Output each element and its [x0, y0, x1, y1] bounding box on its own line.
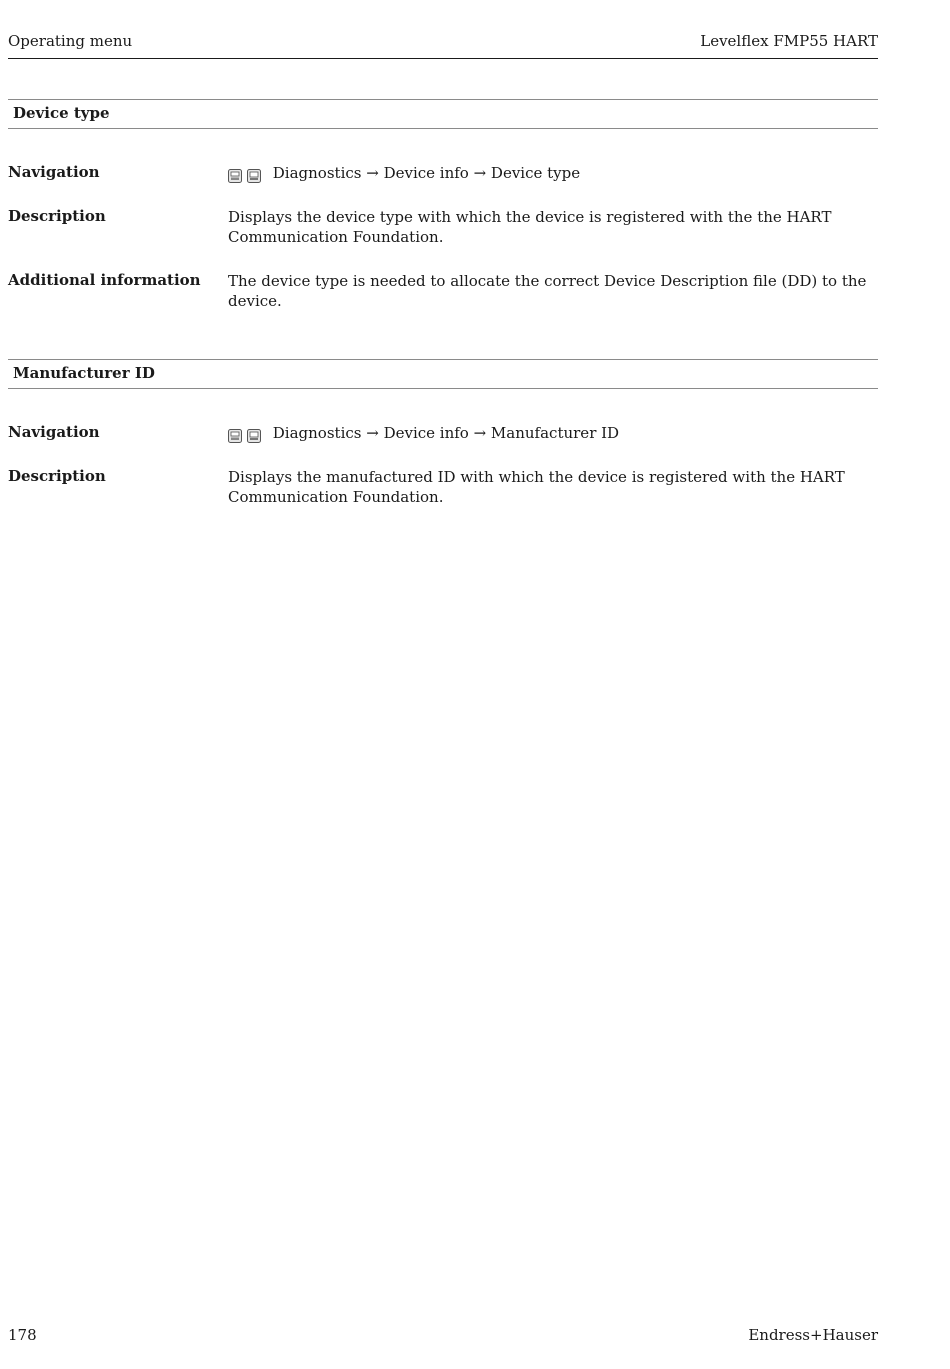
expert-operating-tool-icon	[228, 169, 242, 183]
navigation-icons	[228, 165, 261, 185]
page-header	[8, 31, 878, 59]
navigation-value	[228, 423, 878, 445]
header-product: Levelflex FMP55 HART	[700, 32, 878, 50]
navigation-path: Diagnostics → Device info → Manufacturer ID	[272, 424, 620, 442]
navigation-value	[228, 163, 878, 185]
section-title-manufacturer-id	[8, 359, 878, 389]
section-heading: Manufacturer ID	[13, 364, 155, 382]
expert-operating-tool-icon	[228, 429, 242, 443]
section-heading: Device type	[13, 104, 110, 122]
additional-information-text: The device type is needed to allocate the correct Device Description file (DD) to the device.	[228, 272, 867, 310]
description-label: Description	[8, 467, 106, 485]
local-display-icon	[247, 169, 261, 183]
section-title-device-type	[8, 99, 878, 129]
description-text: Displays the device type with which the device is registered with the the HART Communication Foundation.	[228, 208, 832, 246]
navigation-icons	[228, 425, 261, 445]
navigation-path: Diagnostics → Device info → Device type	[272, 164, 581, 182]
navigation-label: Navigation	[8, 423, 100, 441]
footer-brand: Endress+Hauser	[748, 1326, 878, 1344]
header-chapter: Operating menu	[8, 32, 133, 50]
page-number: 178	[8, 1326, 37, 1344]
additional-information-label: Additional information	[8, 271, 201, 289]
description-label: Description	[8, 207, 106, 225]
local-display-icon	[247, 429, 261, 443]
description-text: Displays the manufactured ID with which the device is registered with the HART Communication Foundation.	[228, 468, 845, 506]
navigation-label: Navigation	[8, 163, 100, 181]
